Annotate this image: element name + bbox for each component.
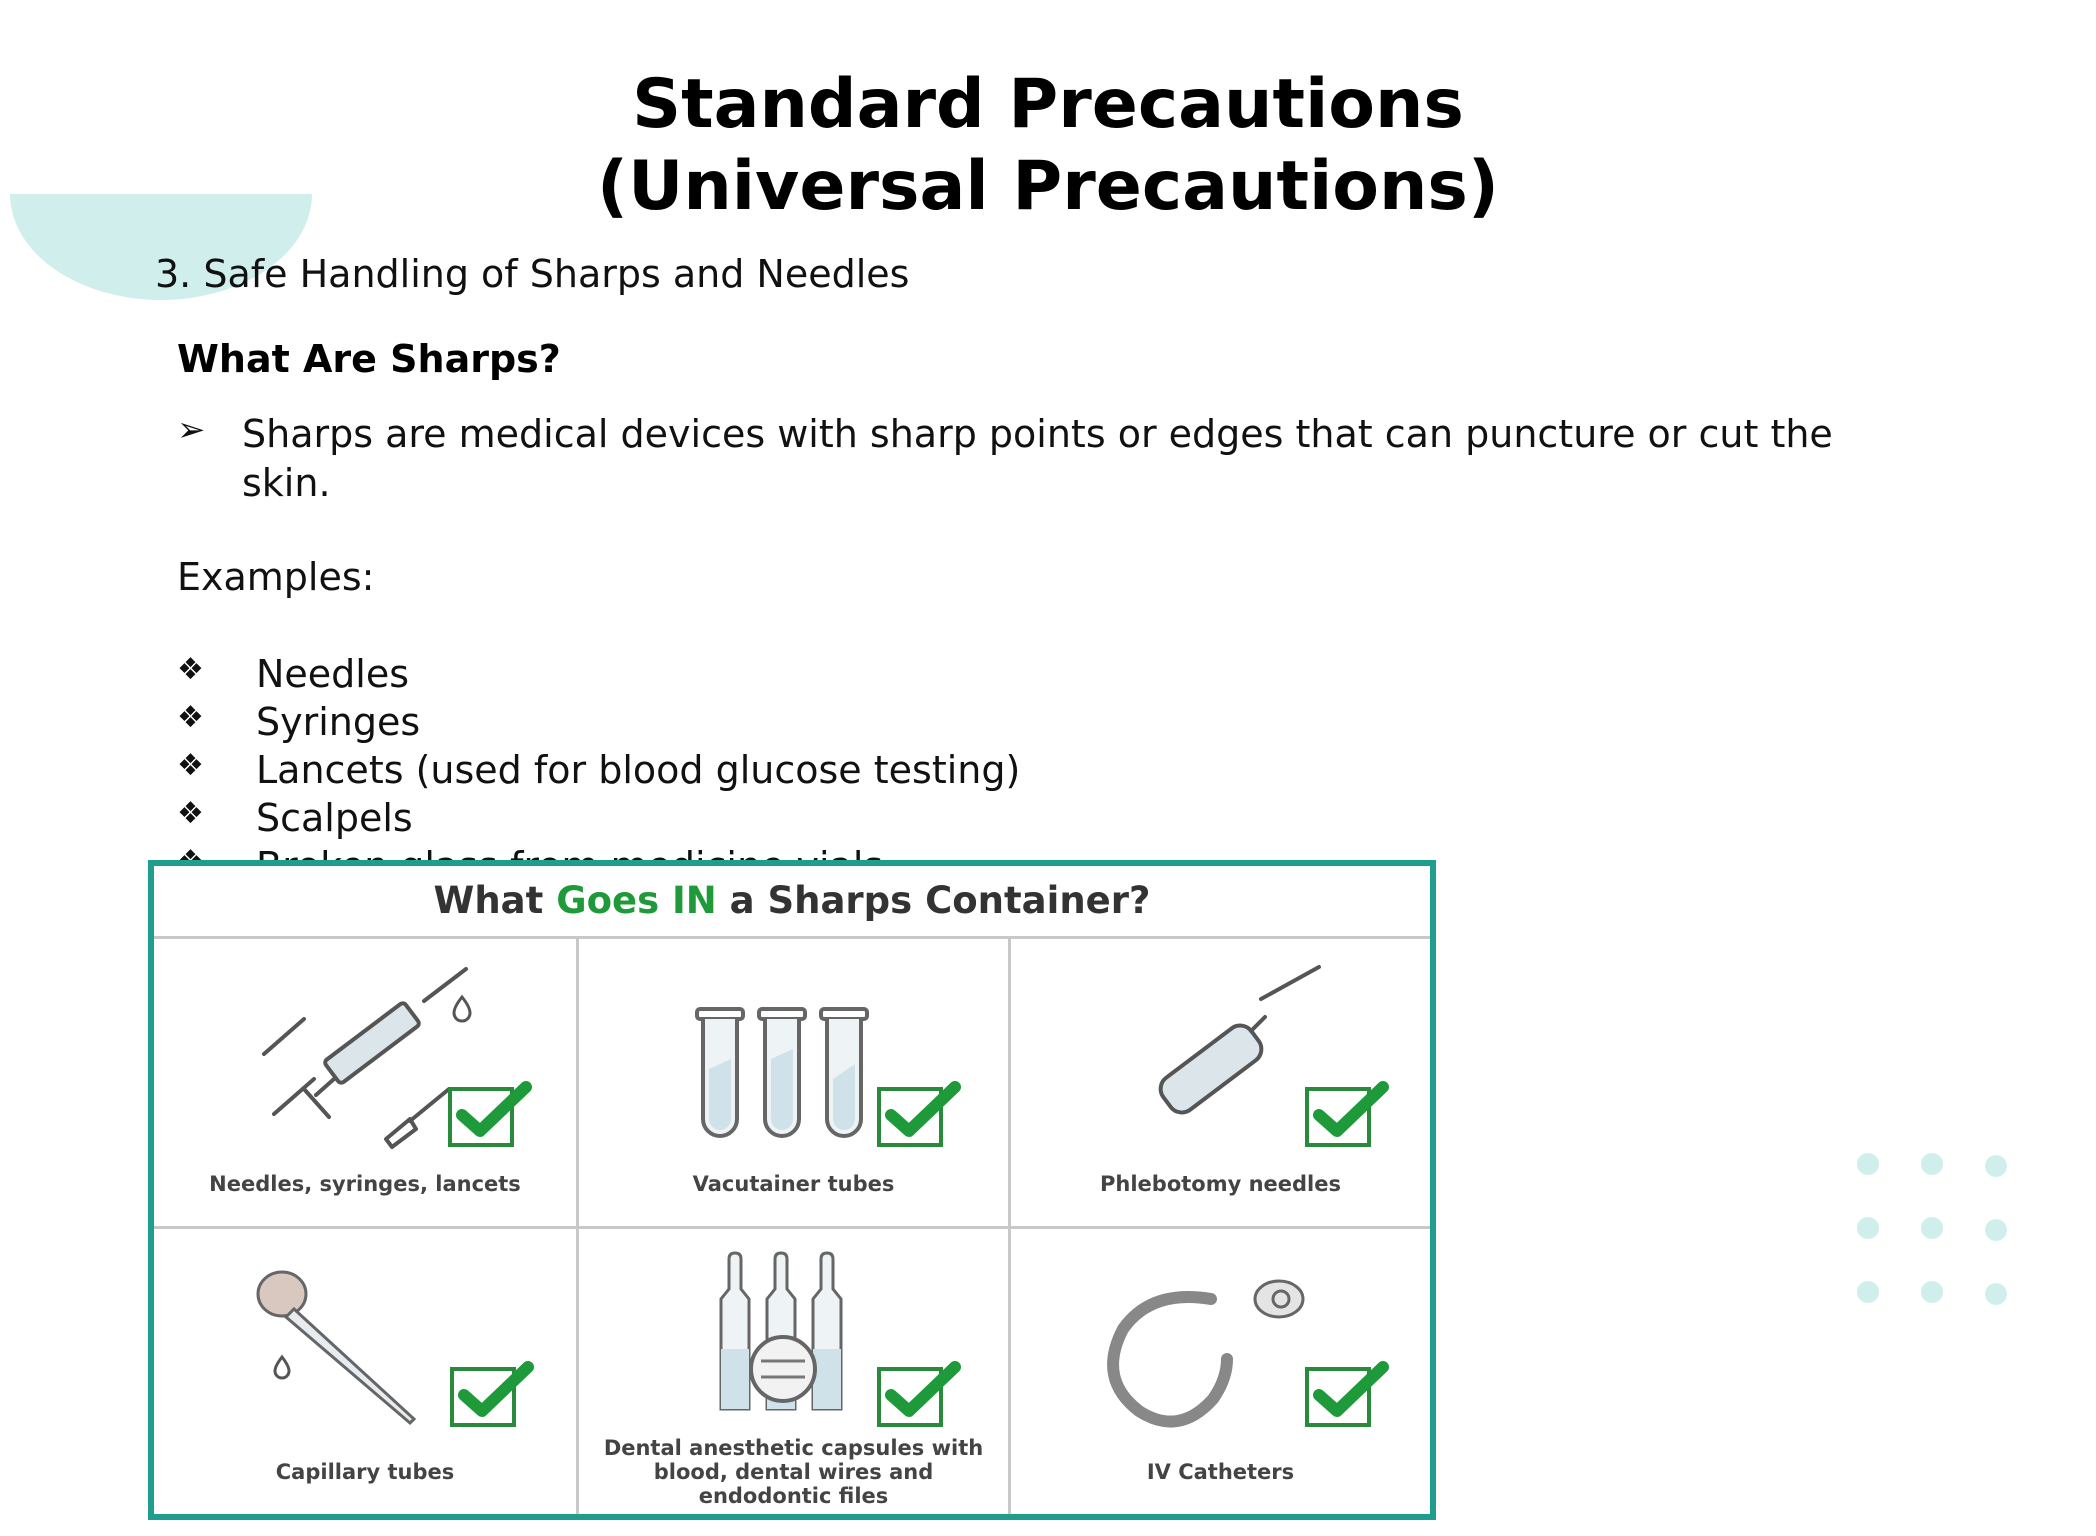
- diamond-bullet-icon: ❖: [177, 652, 204, 687]
- examples-list: [177, 650, 1277, 860]
- list-item: [177, 794, 1277, 842]
- arrow-bullet-icon: ➢: [177, 410, 206, 450]
- example-text: Lancets (used for blood glucose testing): [256, 748, 1021, 792]
- panel-title-pre: What: [433, 879, 557, 922]
- item-label: Vacutainer tubes: [692, 1172, 895, 1196]
- panel-title: [154, 866, 1430, 939]
- title-line-2: (Universal Precautions): [597, 147, 1499, 226]
- sharps-item-phlebotomy: [1011, 939, 1430, 1229]
- example-text: Needles: [256, 652, 410, 696]
- slide-title: [0, 64, 2096, 228]
- example-text: Scalpels: [256, 796, 413, 840]
- sharps-container-panel: [148, 860, 1436, 1520]
- panel-title-highlight: Goes IN: [556, 879, 717, 922]
- sharps-item-dental: [579, 1229, 1011, 1514]
- diamond-bullet-icon: ❖: [177, 700, 204, 735]
- title-line-1: Standard Precautions: [632, 65, 1464, 144]
- examples-heading: Examples:: [177, 555, 375, 599]
- section-question: What Are Sharps?: [177, 337, 561, 381]
- list-item: [177, 746, 1277, 794]
- list-item: [177, 650, 1277, 698]
- sharps-item-capillary: [154, 1229, 579, 1514]
- diamond-bullet-icon: ❖: [177, 748, 204, 783]
- item-label: Phlebotomy needles: [1100, 1172, 1341, 1196]
- sharps-item-iv-catheter: [1011, 1229, 1430, 1514]
- item-label: Capillary tubes: [275, 1460, 455, 1484]
- panel-title-post: a Sharps Container?: [716, 879, 1151, 922]
- sharps-item-needles: [154, 939, 579, 1229]
- section-subtitle: 3. Safe Handling of Sharps and Needles: [155, 252, 910, 296]
- sharps-definition: Sharps are medical devices with sharp points or edges that can puncture or cut the skin.: [242, 412, 1833, 505]
- diamond-bullet-icon: ❖: [177, 796, 204, 831]
- example-text: Syringes: [256, 700, 421, 744]
- item-label: IV Catheters: [1146, 1460, 1295, 1484]
- list-item: [177, 698, 1277, 746]
- decorative-dot-grid: [1857, 1153, 2017, 1313]
- item-label: Dental anesthetic capsules with blood, dental wires and endodontic files: [603, 1436, 984, 1508]
- item-label: Needles, syringes, lancets: [209, 1172, 521, 1196]
- sharps-item-vacutainer: [579, 939, 1011, 1229]
